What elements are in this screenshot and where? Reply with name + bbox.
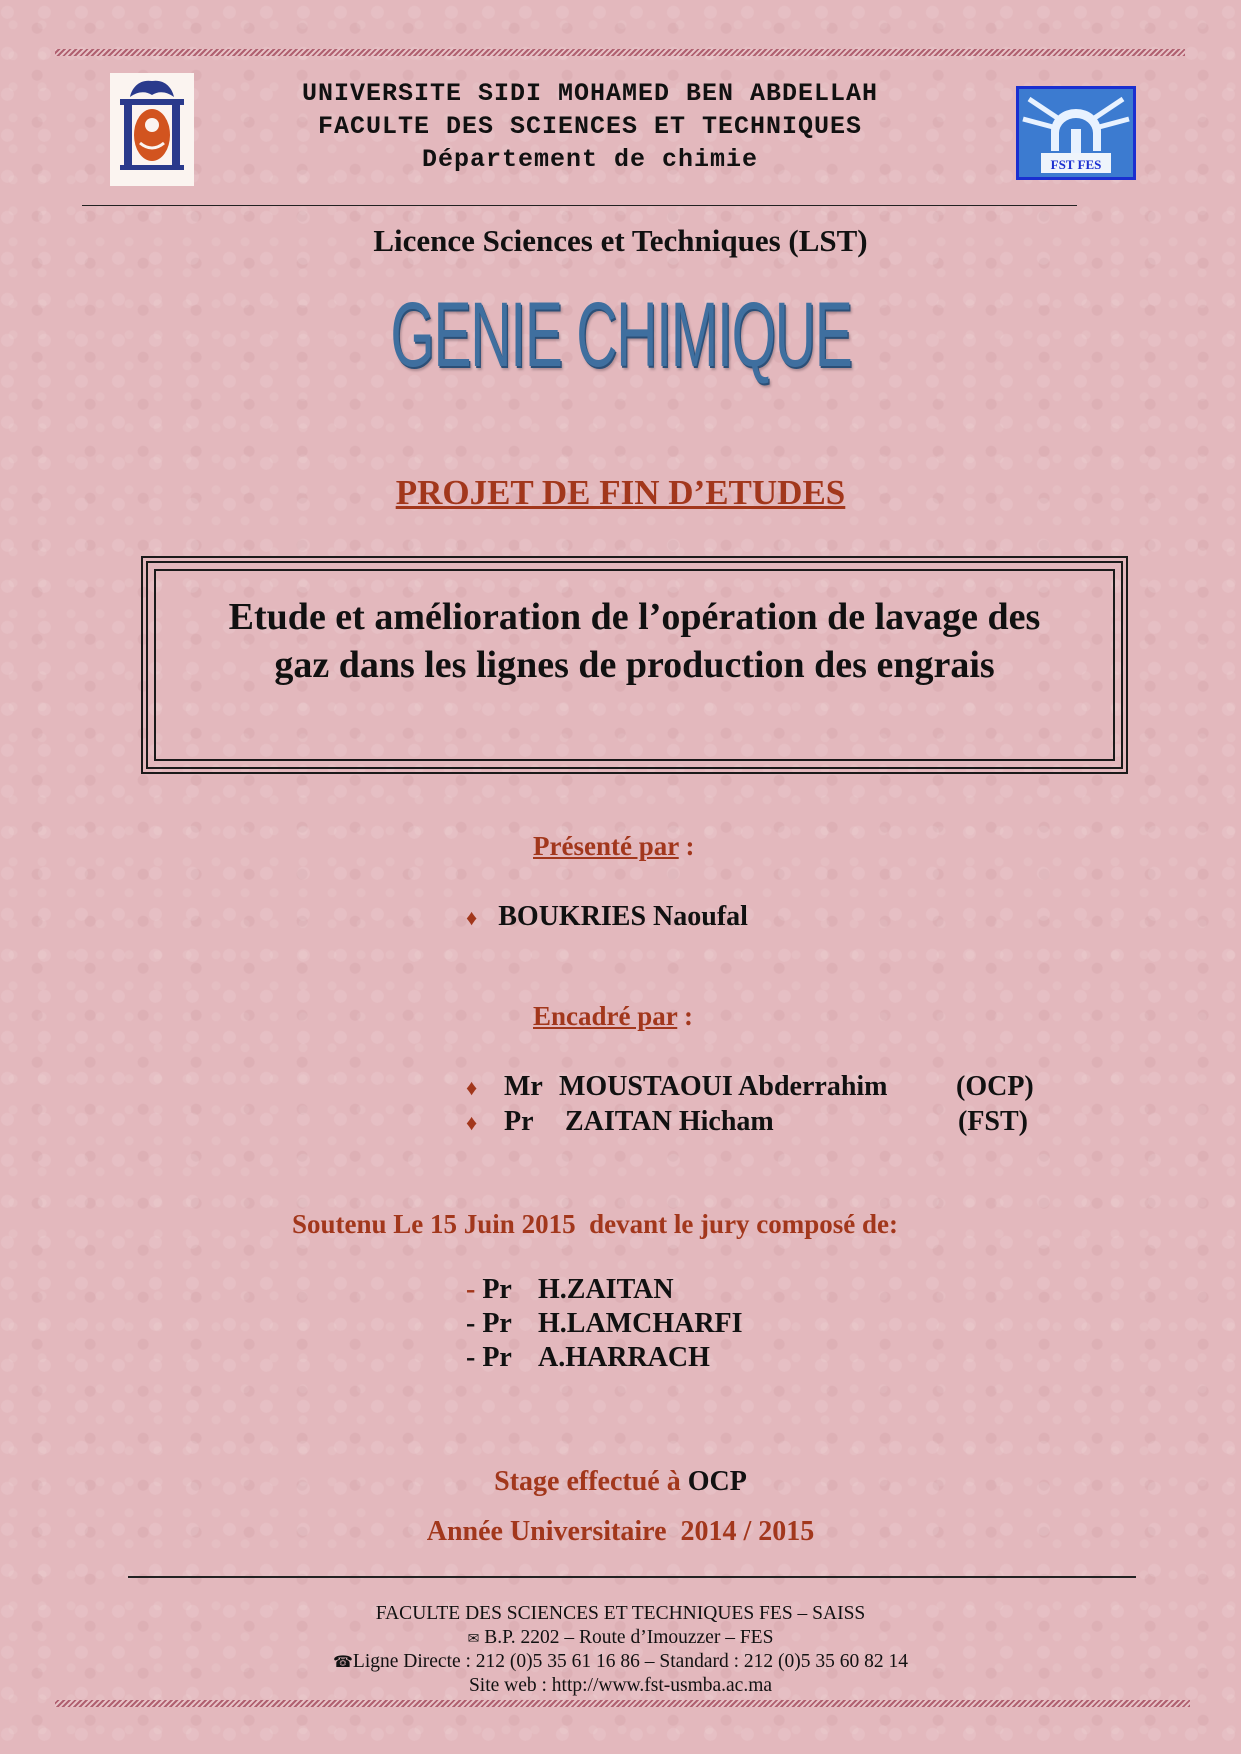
jury-dash: - <box>466 1342 476 1373</box>
jury-member <box>466 1308 743 1340</box>
academic-year: Année Universitaire 2014 / 2015 <box>426 1516 815 1547</box>
major-wordart: GENIE CHIMIQUE <box>389 284 852 386</box>
mail-icon: ✉ <box>467 1632 480 1647</box>
supervisor-name: ZAITAN Hicham <box>565 1106 774 1137</box>
major-title <box>0 283 1241 388</box>
supervisor-row <box>466 1106 1028 1138</box>
jury-member <box>466 1342 710 1374</box>
project-title <box>148 593 1121 689</box>
jury-name: A.HARRACH <box>538 1342 710 1373</box>
header-faculty: FACULTE DES SCIENCES ET TECHNIQUES <box>317 112 863 141</box>
supervised-by-label <box>533 1001 693 1032</box>
project-title-line1: Etude et amélioration de l’opération de lavage des <box>228 596 1041 638</box>
internship-company: OCP <box>687 1466 747 1497</box>
header-department: Département de chimie <box>421 145 759 174</box>
footer-phones: Ligne Directe : 212 (0)5 35 61 16 86 – Standard : 212 (0)5 35 60 82 14 <box>352 1651 909 1672</box>
fst-logo-label: FST FES <box>1050 157 1102 172</box>
jury-title: Pr <box>482 1342 512 1373</box>
project-title-line2: gaz dans les lignes de production des engrais <box>274 644 995 686</box>
presented-by-colon: : <box>678 831 695 861</box>
footer-address: B.P. 2202 – Route d’Imouzzer – FES <box>484 1627 774 1648</box>
supervisor-title: Mr <box>504 1071 543 1102</box>
supervisor-name: MOUSTAOUI Abderrahim <box>559 1071 888 1102</box>
bottom-border <box>55 1700 1190 1707</box>
author-name: BOUKRIES Naoufal <box>498 901 748 932</box>
presented-by-text: Présenté par <box>533 831 679 861</box>
supervised-by-text: Encadré par <box>533 1001 678 1031</box>
jury-dash: - <box>466 1308 476 1339</box>
internship-label: Stage effectué à <box>494 1466 688 1497</box>
project-title-frame <box>141 556 1128 774</box>
university-logo-icon <box>110 73 194 186</box>
header-divider <box>82 205 1077 206</box>
supervisor-row <box>466 1071 1034 1103</box>
bullet-diamond-icon: ♦ <box>466 905 478 930</box>
jury-title: Pr <box>482 1308 512 1339</box>
presented-by-label <box>533 831 694 862</box>
jury-dash: - <box>466 1274 476 1305</box>
header-university: UNIVERSITE SIDI MOHAMED BEN ABDELLAH <box>301 79 879 108</box>
jury-name: H.LAMCHARFI <box>538 1308 743 1339</box>
bullet-diamond-icon: ♦ <box>466 1110 478 1135</box>
jury-member <box>466 1274 674 1306</box>
bullet-diamond-icon: ♦ <box>466 1075 478 1100</box>
supervised-by-colon: : <box>677 1001 694 1031</box>
document-type-text: PROJET DE FIN D’ETUDES <box>395 473 846 512</box>
supervisor-org: (FST) <box>958 1106 1028 1137</box>
internship-line <box>0 1466 1241 1498</box>
fst-logo-icon <box>1016 86 1136 180</box>
author-row <box>466 901 748 933</box>
footer-line3 <box>0 1650 1241 1675</box>
footer-line2 <box>0 1626 1241 1652</box>
supervisor-title: Pr <box>504 1106 534 1137</box>
footer-divider <box>128 1576 1136 1578</box>
phone-icon: ☎ <box>332 1654 353 1671</box>
document-type <box>0 473 1241 513</box>
program-title: Licence Sciences et Techniques (LST) <box>373 223 868 258</box>
top-border <box>55 49 1185 56</box>
defense-line: Soutenu Le 15 Juin 2015 devant le jury composé de: <box>292 1209 899 1239</box>
footer-line4: Site web : http://www.fst-usmba.ac.ma <box>468 1675 773 1696</box>
supervisor-org: (OCP) <box>956 1071 1034 1102</box>
jury-name: H.ZAITAN <box>538 1274 674 1305</box>
jury-title: Pr <box>482 1274 512 1305</box>
footer-line1: FACULTE DES SCIENCES ET TECHNIQUES FES – SAISS <box>375 1603 866 1624</box>
